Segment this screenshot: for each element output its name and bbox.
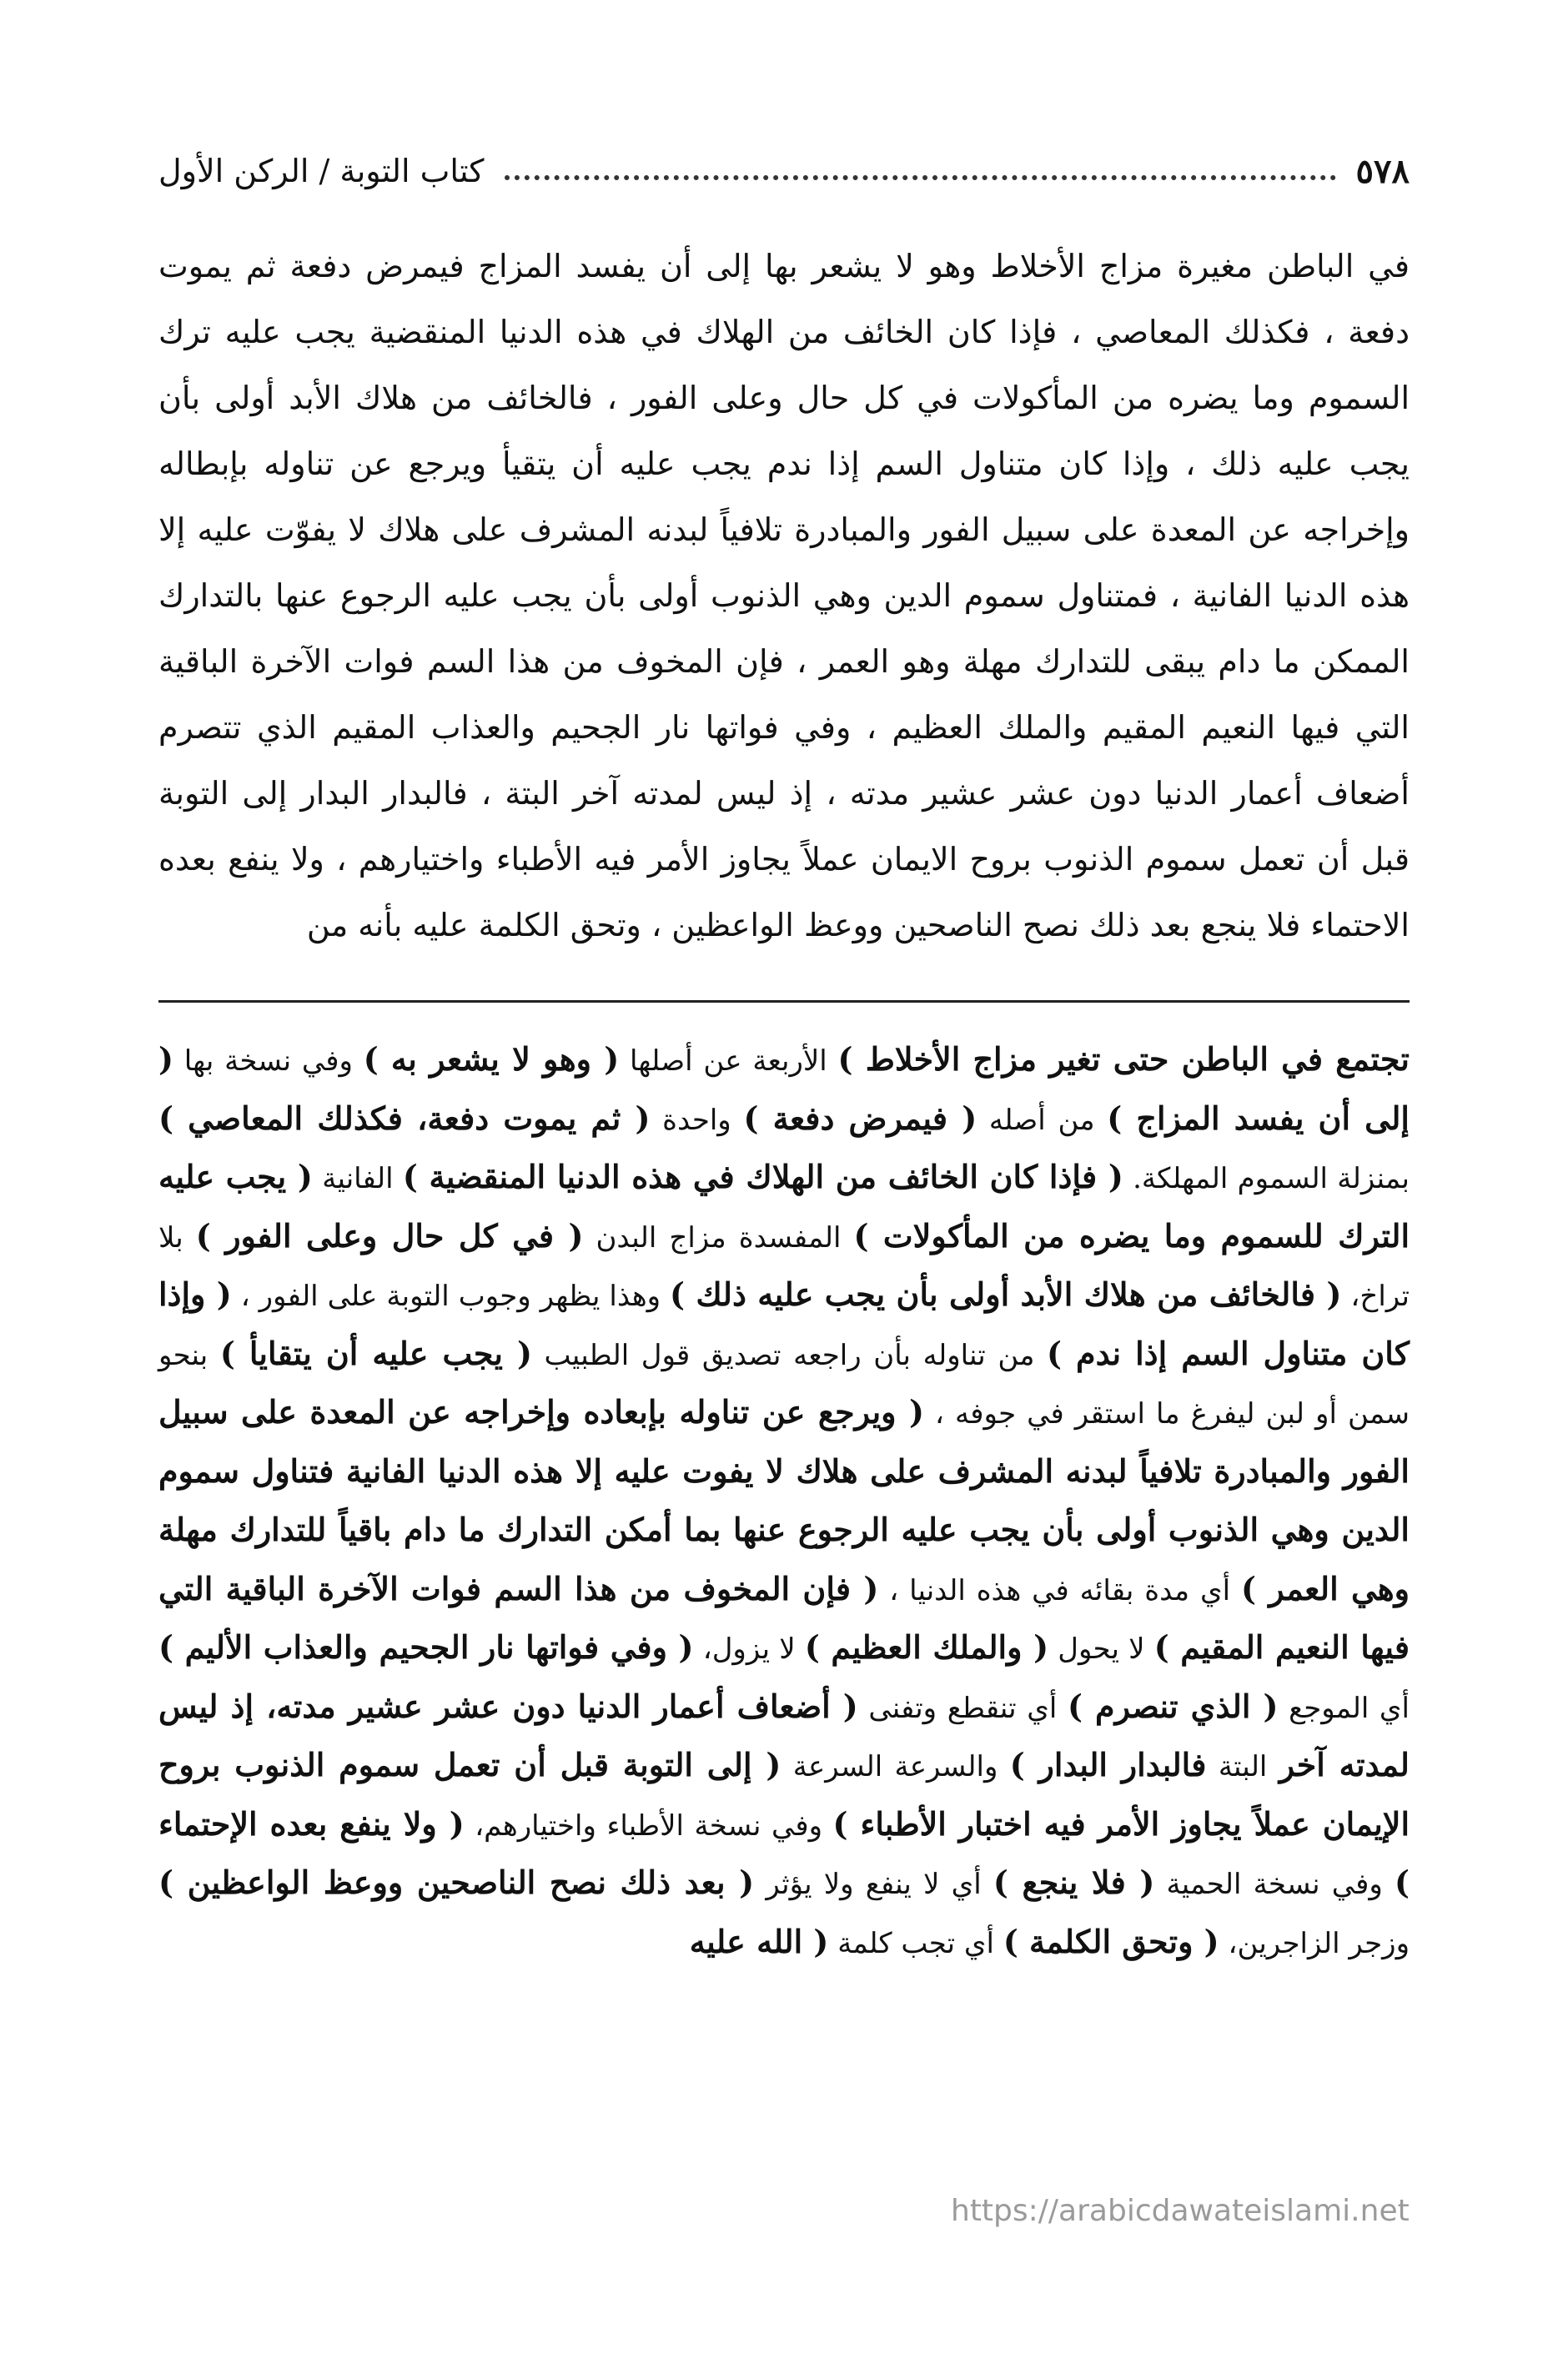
commentary-quoted-text: ( بعد ذلك نصح الناصحين ووعظ الواعظين ) [158,1864,755,1901]
commentary-quoted-text: ( فإن المخوف من هذا السم فوات الآخرة الباقية التي فيها النعيم المقيم ) [158,1569,1410,1666]
commentary-quoted-text: ( إلى أن يفسد المزاج ) [158,1040,1410,1137]
commentary-explanation-text: من تناوله بأن راجعه تصديق قول الطبيب [531,1338,1048,1372]
header-dotted-leader [505,175,1336,180]
commentary-explanation-text: وهذا يظهر وجوب التوبة على الفور ، [231,1280,671,1313]
commentary-explanation-text: المفسدة مزاج البدن [583,1220,854,1255]
commentary-explanation-text: أي لا ينفع ولا يؤثر [754,1868,993,1901]
main-text-block [158,234,1410,958]
commentary-explanation-text: وفي نسخة بها [173,1044,364,1078]
commentary-quoted-text: ( الله عليه [689,1922,829,1960]
commentary-quoted-text: ( يجب عليه الترك للسموم وما يضره من المأكولات ) [158,1158,1410,1255]
commentary-quoted-text: ( وفي فواتها نار الجحيم والعذاب الأليم ) [158,1628,694,1666]
commentary-explanation-text: أي مدة بقائه في هذه الدنيا ، [878,1573,1241,1607]
commentary-explanation-text: البتة [1206,1750,1279,1783]
watermark-url: https://arabicdawateislami.net [951,2194,1410,2228]
main-text-paragraph: في الباطن مغيرة مزاج الأخلاط وهو لا يشعر بها إلى أن يفسد المزاج فيمرض دفعة ثم يموت دفعة ، فكذلك المعاصي ، فإذا كان الخائف من الهلاك في هذه الدنيا المنقضية يجب عليه ترك السموم وما يضره من المأكولات في كل حال وعلى الفور ، فالخائف من هلاك الأبد أولى بأن يجب عليه ذلك ، وإذا كان متناول السم إذا ندم يجب عليه أن يتقيأ ويرجع عن تناوله بإبطاله وإخراجه عن المعدة على سبيل الفور والمبادرة تلافياً لبدنه المشرف على هلاك لا يفوّت عليه إلا هذه الدنيا الفانية ، فمتناول سموم الدين وهي الذنوب أولى بأن يجب عليه الرجوع عنها بالتدارك الممكن ما دام يبقى للتدارك مهلة وهو العمر ، فإن المخوف من هذا السم فوات الآخرة الباقية التي فيها النعيم المقيم والملك العظيم ، وفي فواتها نار الجحيم والعذاب المقيم الذي تتصرم أضعاف أعمار الدنيا دون عشر عشير مدته ، إذ ليس لمدته آخر البتة ، فالبدار البدار إلى التوبة قبل أن تعمل سموم الذنوب بروح الايمان عملاً يجاوز الأمر فيه الأطباء واختيارهم ، ولا ينفع بعده الاحتماء فلا ينجع بعد ذلك نصح الناصحين ووعظ الواعظين ، وتحق الكلمة عليه بأنه من [158,248,1410,943]
commentary-explanation-text: بمنزلة السموم المهلكة. [1123,1162,1410,1195]
commentary-quoted-text: ( فالخائف من هلاك الأبد أولى بأن يجب عليه ذلك ) [670,1275,1342,1313]
commentary-explanation-text: أي تنقطع وتفنى [857,1691,1068,1725]
commentary-explanation-text: والسرعة السرعة [781,1750,1010,1783]
page-number: ٥٧٨ [1355,151,1410,191]
commentary-quoted-text: ( يجب عليه أن يتقايأ ) [219,1334,532,1372]
commentary-quoted-text: ( فإذا كان الخائف من الهلاك في هذه الدنيا المنقضية ) [402,1158,1123,1195]
commentary-explanation-text: واحدة [650,1103,744,1137]
commentary-quoted-text: ( والملك العظيم ) [804,1628,1049,1666]
commentary-explanation-text: الفانية [312,1162,403,1195]
footnote-divider [158,1000,1410,1003]
commentary-block [158,1031,1410,1972]
commentary-quoted-text: ( فلا ينجع ) [993,1864,1155,1901]
commentary-quoted-text: ( وإذا كان متناول السم إذا ندم ) [158,1275,1410,1372]
commentary-explanation-text: لا يحول [1048,1632,1154,1666]
commentary-quoted-text: ( وهو لا يشعر به ) [363,1040,620,1078]
commentary-explanation-text: بلا تراخ، [158,1220,1410,1313]
book-page [158,142,1410,2327]
commentary-quoted-text: ( الذي تنصرم ) [1068,1687,1279,1725]
commentary-quoted-text: ( ولا ينفع بعده الإحتماء ) [158,1804,1410,1901]
commentary-quoted-text: ( أضعاف أعمار الدنيا دون عشر عشير مدته، إذ ليس لمدته آخر [158,1687,1410,1783]
commentary-explanation-text: لا يزول، [693,1632,805,1666]
commentary-explanation-text: وزجر الزاجرين، [1219,1926,1410,1960]
commentary-quoted-text: تجتمع في الباطن حتى تغير مزاج الأخلاط ) [837,1040,1410,1078]
commentary-quoted-text: ( وتحق الكلمة ) [1003,1922,1219,1960]
commentary-explanation-text: بنحو سمن أو لبن ليفرغ ما استقر في جوفه ، [158,1338,1410,1431]
commentary-explanation-text: وفي نسخة الحمية [1154,1868,1395,1901]
running-title: كتاب التوبة / الركن الأول [158,153,485,189]
commentary-quoted-text: ( ويرجع عن تناوله بإبعاده وإخراجه عن المعدة على سبيل الفور والمبادرة تلافياً لبدنه المشرف على هلاك لا يفوت عليه إلا هذه الدنيا الفانية فتناول سموم الدين وهي الذنوب أولى بأن يجب عليه الرجوع عنها بما أمكن التدارك ما دام باقياً للتدارك مهلة وهي العمر ) [158,1393,1410,1607]
commentary-quoted-text: ( ثم يموت دفعة، فكذلك المعاصي ) [158,1099,651,1137]
commentary-quoted-text: ( إلى التوبة قبل أن تعمل سموم الذنوب بروح الإيمان عملاً يجاوز الأمر فيه اختبار الأطباء ) [158,1746,1410,1843]
commentary-explanation-text: الأربعة عن أصلها [619,1044,838,1078]
commentary-quoted-text: فالبدار البدار ) [1009,1746,1207,1783]
commentary-paragraph [158,1031,1410,1972]
commentary-quoted-text: ( في كل حال وعلى الفور ) [195,1216,584,1255]
commentary-quoted-text: ( فيمرض دفعة ) [743,1099,977,1137]
commentary-explanation-text: أي تجب كلمة [828,1926,1003,1960]
page-header [158,142,1410,200]
commentary-explanation-text: من أصله [977,1103,1108,1137]
commentary-explanation-text: أي الموجع [1278,1691,1410,1725]
commentary-explanation-text: وفي نسخة الأطباء واختيارهم، [464,1808,833,1843]
